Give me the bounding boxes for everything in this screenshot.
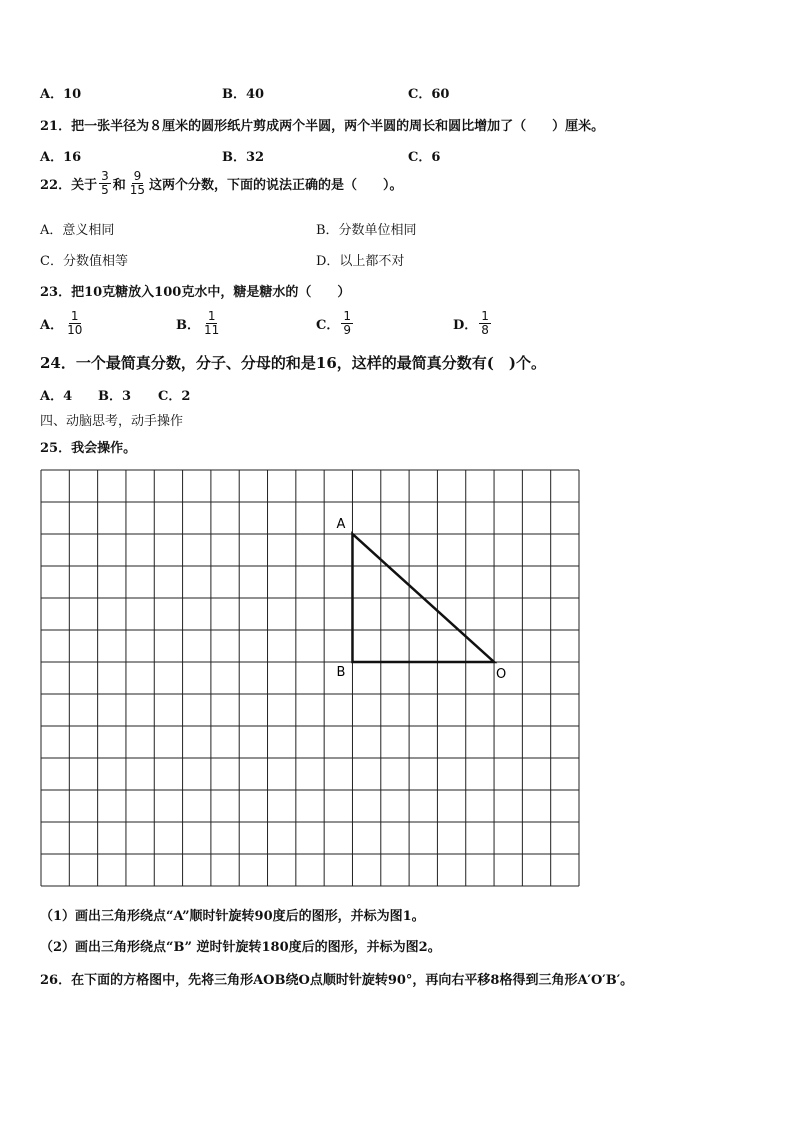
- q23-option-b: [176, 310, 223, 337]
- q22-fraction-1: [99, 170, 111, 197]
- q22-frac1-numerator: 3: [101, 169, 109, 183]
- q23-option-a-numerator: 1: [70, 309, 79, 323]
- q23-question: 23．把10克糖放入100克水中，糖是糖水的（ ）: [40, 285, 351, 300]
- q20-option-b: B．40: [222, 87, 265, 102]
- q22-option-d: D．以上都不对: [316, 254, 405, 269]
- q22-frac2-numerator: 9: [133, 169, 142, 183]
- q21-option-b: B．32: [222, 150, 265, 165]
- q22-option-b: B．分数单位相同: [316, 223, 417, 238]
- q23-option-a-fraction: [65, 310, 84, 337]
- q24-option-a: A．4: [40, 389, 73, 404]
- q23-option-a-denominator: 10: [67, 323, 83, 337]
- q22-fraction-2: [128, 170, 147, 197]
- q22-suffix: 这两个分数，下面的说法正确的是（ ）。: [149, 178, 403, 193]
- q20-option-c: C．60: [408, 87, 450, 102]
- q25-subquestion-2: （2）画出三角形绕点“B” 逆时针旋转180度后的图形，并标为图2。: [40, 940, 441, 955]
- q23-option-c: [316, 310, 355, 337]
- q23-option-b-fraction: [202, 310, 221, 337]
- q21-question: 21．把一张半径为８厘米的圆形纸片剪成两个半圆，两个半圆的周长和圆比增加了（ ）厘米。: [40, 119, 605, 134]
- q23-option-d-numerator: 1: [481, 309, 489, 323]
- q26-question: 26．在下面的方格图中，先将三角形AOB绕O点顺时针旋转90°，再向右平移8格得到三角形A′O′B′。: [40, 973, 634, 988]
- q23-option-a-label: A．: [40, 318, 64, 333]
- q22-frac1-denominator: 5: [101, 183, 109, 197]
- q24-option-c: C．2: [158, 389, 191, 404]
- q25-question: 25．我会操作。: [40, 441, 137, 456]
- q25-subquestion-1: （1）画出三角形绕点“A”顺时针旋转90度后的图形，并标为图1。: [40, 909, 425, 924]
- q22-mid: 和: [112, 178, 126, 193]
- point-label-b: B: [336, 665, 346, 680]
- q24-option-b: B．3: [98, 389, 132, 404]
- q23-option-d-label: D．: [453, 318, 478, 333]
- q23-option-b-denominator: 11: [204, 323, 220, 337]
- q24-question: 24．一个最简真分数，分子、分母的和是16，这样的最简真分数有( )个。: [40, 354, 546, 372]
- q23-option-d-denominator: 8: [481, 323, 489, 337]
- q25-grid-figure: [40, 469, 580, 887]
- q23-option-d: [453, 310, 493, 337]
- q23-option-c-label: C．: [316, 318, 340, 333]
- q23-option-b-numerator: 1: [207, 309, 216, 323]
- q23-option-d-fraction: [479, 310, 491, 337]
- q23-option-c-numerator: 1: [343, 309, 351, 323]
- point-label-o: O: [496, 667, 507, 682]
- q23-option-c-denominator: 9: [343, 323, 351, 337]
- q22-option-c: C．分数值相等: [40, 254, 128, 269]
- q22-question: [40, 170, 403, 197]
- q21-option-a: A．16: [40, 150, 82, 165]
- q22-option-a: A．意义相同: [40, 223, 115, 238]
- q21-option-c: C．6: [408, 150, 441, 165]
- q23-option-a: [40, 310, 86, 337]
- q23-option-c-fraction: [341, 310, 353, 337]
- q23-option-b-label: B．: [176, 318, 200, 333]
- section-4-title: 四、动脑思考，动手操作: [40, 414, 184, 429]
- point-label-a: A: [336, 517, 346, 532]
- q20-option-a: A．10: [40, 87, 82, 102]
- q22-prefix: 22．关于: [40, 178, 98, 193]
- q22-frac2-denominator: 15: [129, 183, 146, 197]
